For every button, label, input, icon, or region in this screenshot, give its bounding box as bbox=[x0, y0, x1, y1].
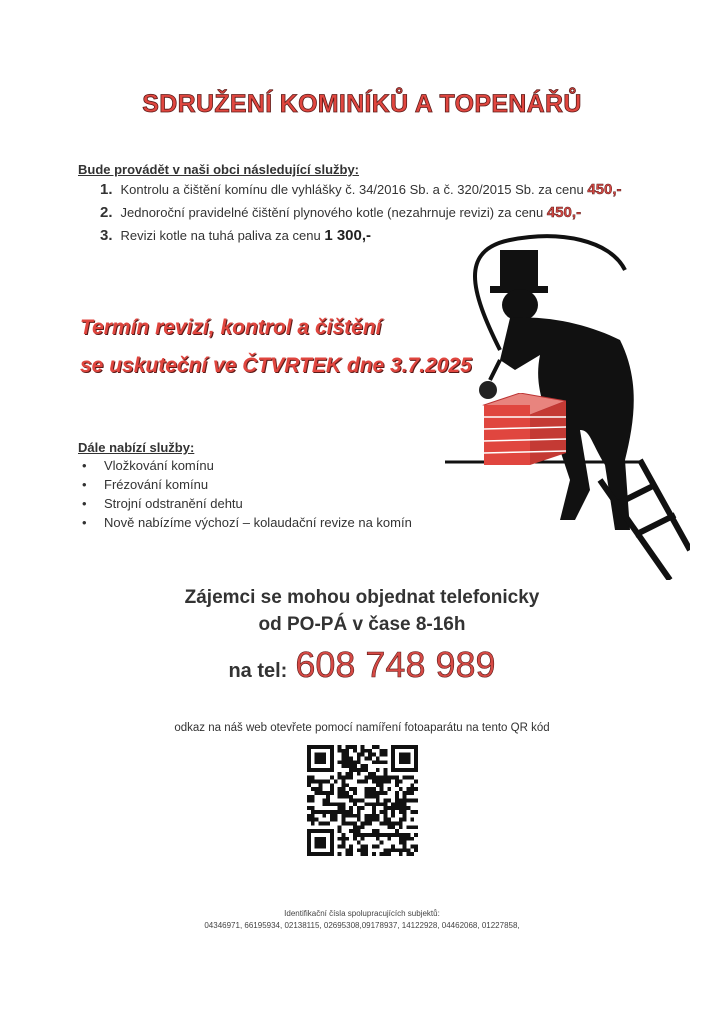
services-heading: Bude provádět v naši obci následující služby: bbox=[78, 162, 360, 177]
item-text: Jednoroční pravidelné čištění plynového kotle (nezahrnuje revizi) za cenu bbox=[120, 205, 547, 220]
headline-line-1: Termín revizí, kontrol a čištění bbox=[80, 316, 382, 339]
service-item bbox=[100, 227, 371, 244]
qr-code[interactable] bbox=[307, 745, 418, 856]
item-price: 450,- bbox=[546, 204, 582, 221]
service-item bbox=[100, 181, 622, 198]
phone-line bbox=[0, 644, 724, 686]
bullet-item: • Vložkování komínu bbox=[104, 458, 214, 473]
service-item bbox=[100, 204, 581, 221]
item-price: 1 300,- bbox=[324, 227, 372, 244]
item-number: 2. bbox=[100, 204, 113, 221]
more-services-heading: Dále nabízí služby: bbox=[78, 440, 195, 455]
brick-chimney-icon bbox=[474, 393, 566, 465]
qr-note: odkaz na náš web otevřete pomocí namíření fotoaparátu na tento QR kód bbox=[174, 722, 550, 734]
bullet-item: • Frézování komínu bbox=[104, 477, 208, 492]
phone-number[interactable]: 608 748 989 bbox=[295, 644, 496, 685]
item-text: Kontrolu a čištění komínu dle vyhlášky č. 34/2016 Sb. a č. 320/2015 Sb. za cenu bbox=[120, 182, 588, 197]
item-price: 450,- bbox=[587, 181, 622, 198]
contact-line-2: od PO-PÁ v čase 8-16h bbox=[258, 614, 466, 635]
item-text: Revizi kotle na tuhá paliva za cenu bbox=[120, 228, 325, 243]
phone-label: na tel: bbox=[228, 660, 288, 682]
footer-title: Identifikační čísla spolupracujících subjektů: bbox=[284, 909, 440, 918]
headline-line-2: se uskuteční ve ČTVRTEK dne 3.7.2025 bbox=[80, 354, 472, 377]
contact-line-1: Zájemci se mohou objednat telefonicky bbox=[184, 587, 540, 608]
item-number: 3. bbox=[100, 227, 113, 244]
footer-ids: 04346971, 66195934, 02138115, 02695308,09178937, 14122928, 04462068, 01227858, bbox=[204, 921, 520, 930]
item-number: 1. bbox=[100, 181, 113, 198]
page-title: SDRUŽENÍ KOMINÍKŮ A TOPENÁŘŮ bbox=[142, 90, 582, 118]
bullet-item: • Strojní odstranění dehtu bbox=[104, 496, 243, 511]
bullet-item: • Nově nabízíme výchozí – kolaudační revize na komín bbox=[104, 515, 412, 530]
